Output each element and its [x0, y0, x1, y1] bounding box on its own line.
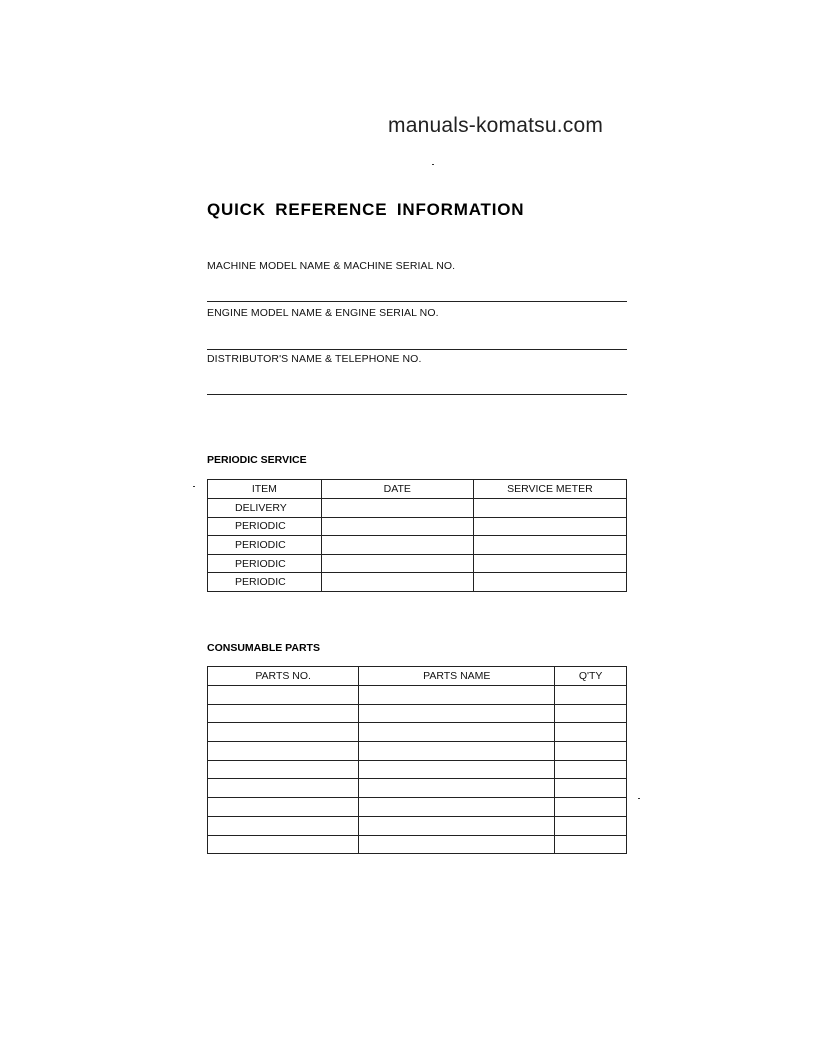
- service-date-cell[interactable]: [321, 573, 473, 592]
- service-date-cell[interactable]: [321, 499, 473, 518]
- parts-qty-cell[interactable]: [555, 760, 627, 779]
- table-row: [208, 536, 627, 555]
- parts-name-cell[interactable]: [359, 816, 555, 835]
- parts-name-cell[interactable]: [359, 835, 555, 854]
- parts-name-cell[interactable]: [359, 723, 555, 742]
- parts-no-cell[interactable]: [208, 816, 359, 835]
- table-row: [208, 816, 627, 835]
- scan-speck: [193, 486, 195, 487]
- service-meter-cell[interactable]: [473, 536, 626, 555]
- table-row: [208, 554, 627, 573]
- parts-qty-cell[interactable]: [555, 816, 627, 835]
- parts-qty-cell[interactable]: [555, 742, 627, 761]
- parts-name-cell[interactable]: [359, 742, 555, 761]
- parts-no-cell[interactable]: [208, 779, 359, 798]
- service-meter-cell[interactable]: [473, 517, 626, 536]
- machine-field-label: MACHINE MODEL NAME & MACHINE SERIAL NO.: [207, 260, 456, 272]
- column-header-date: DATE: [321, 480, 473, 499]
- table-row: [208, 686, 627, 705]
- service-meter-cell[interactable]: [473, 499, 626, 518]
- column-header-item: ITEM: [208, 480, 322, 499]
- parts-qty-cell[interactable]: [555, 779, 627, 798]
- distributor-field-line[interactable]: [207, 394, 627, 395]
- table-row: [208, 723, 627, 742]
- table-row: [208, 573, 627, 592]
- consumable-parts-title: CONSUMABLE PARTS: [207, 642, 320, 654]
- consumable-parts-table: [207, 666, 627, 854]
- periodic-service-table: [207, 479, 627, 592]
- table-header-row: [208, 480, 627, 499]
- column-header-service-meter: SERVICE METER: [473, 480, 626, 499]
- parts-name-cell[interactable]: [359, 798, 555, 817]
- column-header-qty: Q'TY: [555, 667, 627, 686]
- service-item-cell: PERIODIC: [208, 554, 322, 573]
- engine-field-line[interactable]: [207, 349, 627, 350]
- table-row: [208, 499, 627, 518]
- scan-speck: [432, 164, 434, 165]
- table-row: [208, 835, 627, 854]
- table-row: [208, 760, 627, 779]
- parts-name-cell[interactable]: [359, 686, 555, 705]
- parts-qty-cell[interactable]: [555, 835, 627, 854]
- service-item-cell: PERIODIC: [208, 517, 322, 536]
- table-row: [208, 704, 627, 723]
- parts-qty-cell[interactable]: [555, 686, 627, 705]
- service-item-cell: DELIVERY: [208, 499, 322, 518]
- parts-no-cell[interactable]: [208, 723, 359, 742]
- service-date-cell[interactable]: [321, 517, 473, 536]
- column-header-parts-name: PARTS NAME: [359, 667, 555, 686]
- parts-no-cell[interactable]: [208, 742, 359, 761]
- service-item-cell: PERIODIC: [208, 536, 322, 555]
- parts-name-cell[interactable]: [359, 704, 555, 723]
- engine-field-label: ENGINE MODEL NAME & ENGINE SERIAL NO.: [207, 307, 439, 319]
- column-header-parts-no: PARTS NO.: [208, 667, 359, 686]
- periodic-service-title: PERIODIC SERVICE: [207, 454, 307, 466]
- parts-qty-cell[interactable]: [555, 798, 627, 817]
- distributor-field-label: DISTRIBUTOR'S NAME & TELEPHONE NO.: [207, 353, 422, 365]
- page-title: QUICK REFERENCE INFORMATION: [207, 200, 525, 219]
- parts-qty-cell[interactable]: [555, 723, 627, 742]
- parts-qty-cell[interactable]: [555, 704, 627, 723]
- table-row: [208, 779, 627, 798]
- table-row: [208, 742, 627, 761]
- table-row: [208, 798, 627, 817]
- machine-field-line[interactable]: [207, 301, 627, 302]
- table-header-row: [208, 667, 627, 686]
- parts-no-cell[interactable]: [208, 835, 359, 854]
- service-item-cell: PERIODIC: [208, 573, 322, 592]
- parts-name-cell[interactable]: [359, 760, 555, 779]
- table-row: [208, 517, 627, 536]
- parts-no-cell[interactable]: [208, 798, 359, 817]
- service-meter-cell[interactable]: [473, 554, 626, 573]
- watermark-text: manuals-komatsu.com: [388, 114, 604, 137]
- service-date-cell[interactable]: [321, 554, 473, 573]
- service-date-cell[interactable]: [321, 536, 473, 555]
- parts-no-cell[interactable]: [208, 686, 359, 705]
- parts-no-cell[interactable]: [208, 704, 359, 723]
- service-meter-cell[interactable]: [473, 573, 626, 592]
- scan-speck: [638, 798, 640, 799]
- parts-name-cell[interactable]: [359, 779, 555, 798]
- parts-no-cell[interactable]: [208, 760, 359, 779]
